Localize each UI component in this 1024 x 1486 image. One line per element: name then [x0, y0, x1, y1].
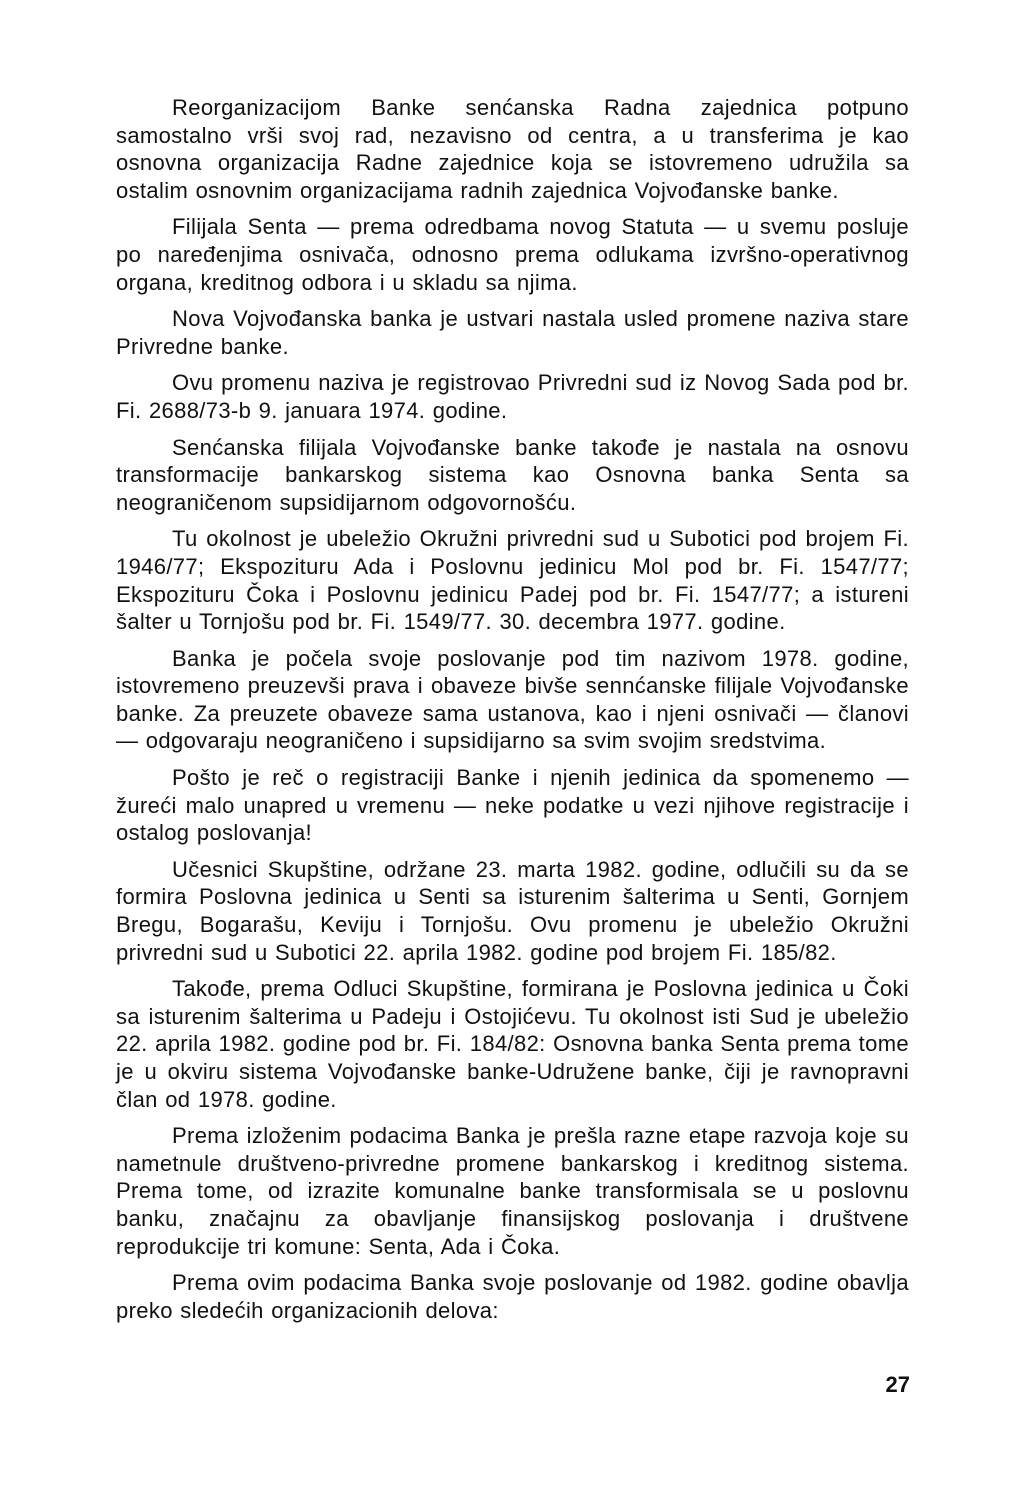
paragraph-11: Prema izloženim podacima Banka je prešla razne etape razvoja koje su nametnule društveno-privredne promene bankarskog i kreditnog sistema. Prema tome, od izrazite komunalne banke transformisala se u poslovnu banku, značajnu za obavljanje finansijskog poslovanja i društvene reprodukcije tri komune: Senta, Ada i Čoka. — [116, 1123, 909, 1259]
paragraph-12: Prema ovim podacima Banka svoje poslovanje od 1982. godine obavlja preko sledećih organizacionih delova: — [116, 1270, 909, 1323]
paragraph-6: Tu okolnost je ubeležio Okružni privredni sud u Subotici pod brojem Fi. 1946/77; Ekspozituru Ada i Poslovnu jedinicu Mol pod br. Fi. 1547/77; Ekspozituru Čoka i Poslovnu jedinicu Padej pod br. Fi. 1547/77; a istureni šalter u Tornjošu pod br. Fi. 1549/77. 30. decembra 1977. godine. — [116, 526, 909, 635]
paragraph-9: Učesnici Skupštine, održane 23. marta 1982. godine, odlučili su da se formira Poslovna jedinica u Senti sa isturenim šalterima u Senti, Gornjem Bregu, Bogarašu, Keviju i Tornjošu. Ovu promenu je ubeležio Okružni privredni sud u Subotici 22. aprila 1982. godine pod brojem Fi. 185/82. — [116, 856, 909, 965]
paragraph-1: Reorganizacijom Banke senćanska Radna zajednica potpuno samostalno vrši svoj rad, nezavisno od centra, a u transferima je kao osnovna organizacija Radne zajednice koja se istovremeno udružila sa ostalim osnovnim organizacijama radnih zajednica Vojvođanske banke. — [116, 95, 909, 203]
paragraph-10: Takođe, prema Odluci Skupštine, formirana je Poslovna jedinica u Čoki sa isturenim šalterima u Padeju i Ostojićevu. Tu okolnost isti Sud je ubeležio 22. aprila 1982. godine pod br. Fi. 184/82: Osnovna banka Senta prema tome je u okviru sistema Vojvođanske banke-Udružene banke, čiji je ravnopravni član od 1978. godine. — [116, 976, 909, 1112]
paragraph-2: Filijala Senta — prema odredbama novog Statuta — u svemu posluje po naređenjima osnivača, odnosno prema odlukama izvršno-operativnog organa, kreditnog odbora i u skladu sa njima. — [116, 214, 909, 295]
body-text — [116, 94, 909, 1333]
paragraph-8: Pošto je reč o registraciji Banke i njenih jedinica da spomenemo — žureći malo unapred u vremenu — neke podatke u vezi njihove registracije i ostalog poslovanja! — [116, 765, 909, 846]
paragraph-5: Senćanska filijala Vojvođanske banke takođe je nastala na osnovu transformacije bankarskog sistema kao Osnovna banka Senta sa neograničenom supsidijarnom odgovornošću. — [116, 434, 909, 515]
paragraph-7: Banka je počela svoje poslovanje pod tim nazivom 1978. godine, istovremeno preuzevši prava i obaveze bivše sennćanske filijale Vojvođanske banke. Za preuzete obaveze sama ustanova, kao i njeni osnivači — članovi — odgovaraju neograničeno i supsidijarno sa svim svojim sredstvima. — [116, 645, 909, 754]
paragraph-4: Ovu promenu naziva je registrovao Privredni sud iz Novog Sada pod br. Fi. 2688/73-b 9. januara 1974. godine. — [116, 370, 909, 423]
page-number: 27 — [885, 1372, 910, 1397]
paragraph-3: Nova Vojvođanska banka je ustvari nastala usled promene naziva stare Privredne banke. — [116, 306, 909, 359]
